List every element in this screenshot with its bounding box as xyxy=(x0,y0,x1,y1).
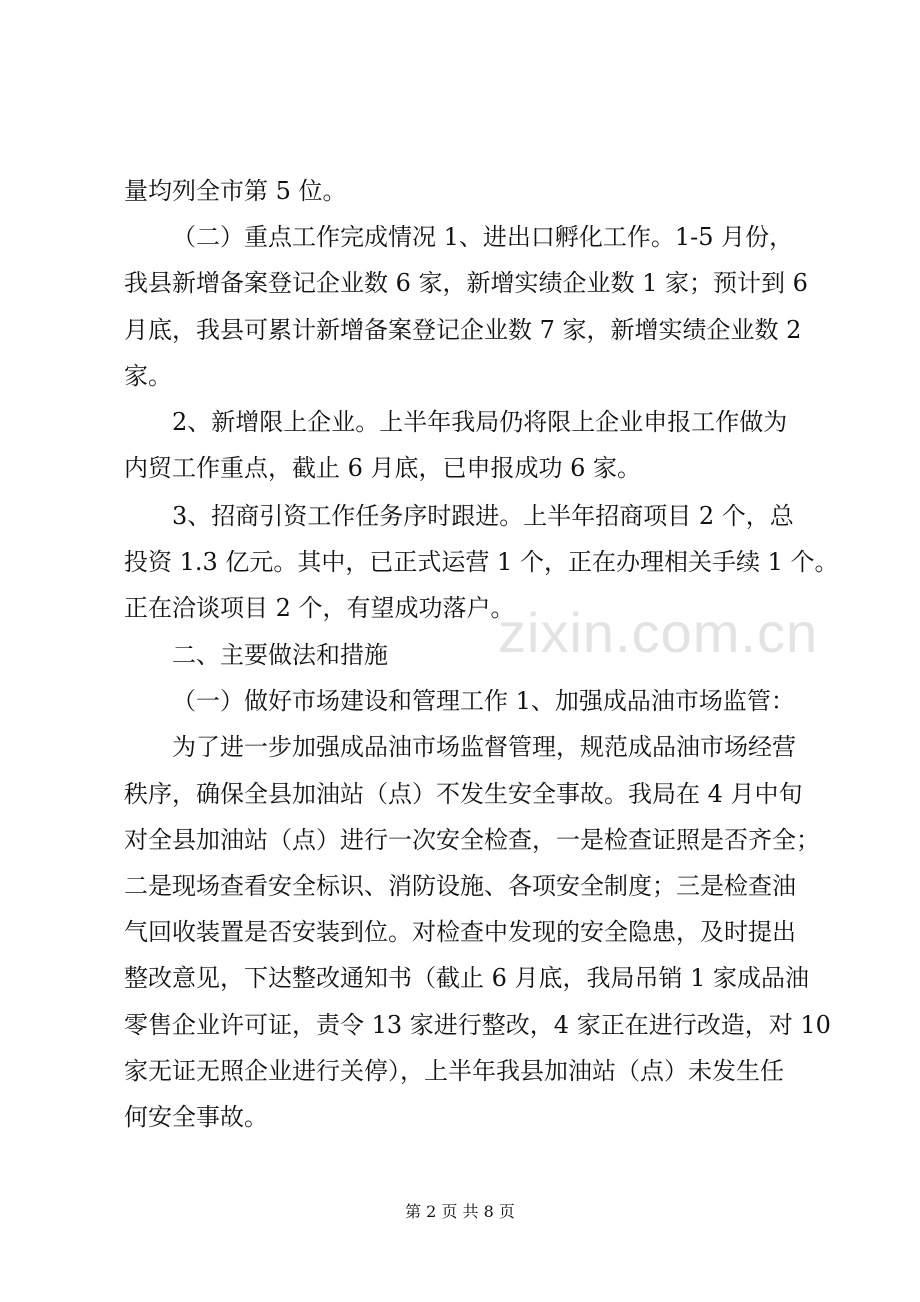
text-line-14: 秩序，确保全县加油站（点）不发生安全事故。我局在 4 月中旬 xyxy=(124,780,803,808)
text-line-5: 家。 xyxy=(124,362,172,390)
text-line-20: 家无证无照企业进行关停），上半年我县加油站（点）未发生任 xyxy=(124,1057,784,1085)
text-line-11: 二、主要做法和措施 xyxy=(172,641,388,669)
text-line-3: 我县新增备案登记企业数 6 家，新增实绩企业数 1 家；预计到 6 xyxy=(124,269,808,297)
text-line-4: 月底，我县可累计新增备案登记企业数 7 家，新增实绩企业数 2 xyxy=(124,316,802,344)
text-line-12: （一）做好市场建设和管理工作 1、加强成品油市场监管： xyxy=(172,687,795,715)
text-line-10: 正在洽谈项目 2 个，有望成功落户。 xyxy=(124,594,515,622)
text-line-1: 量均列全市第 5 位。 xyxy=(124,177,347,205)
text-line-8: 3、招商引资工作任务序时跟进。上半年招商项目 2 个，总 xyxy=(172,502,794,530)
text-line-15: 对全县加油站（点）进行一次安全检查，一是检查证照是否齐全； xyxy=(124,826,820,854)
text-line-2: （二）重点工作完成情况 1、进出口孵化工作。1-5 月份， xyxy=(172,223,794,251)
text-line-9: 投资 1.3 亿元。其中，已正式运营 1 个，正在办理相关手续 1 个。 xyxy=(124,548,839,576)
text-line-19: 零售企业许可证，责令 13 家进行整改，4 家正在进行改造，对 10 xyxy=(124,1011,831,1039)
text-line-13: 为了进一步加强成品油市场监督管理，规范成品油市场经营 xyxy=(172,733,796,761)
text-line-7: 内贸工作重点，截止 6 月底，已申报成功 6 家。 xyxy=(124,454,642,482)
text-line-6: 2、新增限上企业。上半年我局仍将限上企业申报工作做为 xyxy=(172,408,788,436)
text-line-18: 整改意见，下达整改通知书（截止 6 月底，我局吊销 1 家成品油 xyxy=(124,964,810,992)
page-number: 第 2 页 共 8 页 xyxy=(405,1202,515,1221)
text-line-16: 二是现场查看安全标识、消防设施、各项安全制度；三是检查油 xyxy=(124,872,796,900)
watermark: zixin.com.cn xyxy=(498,601,819,664)
text-line-21: 何安全事故。 xyxy=(124,1103,268,1131)
text-line-17: 气回收装置是否安装到位。对检查中发现的安全隐患，及时提出 xyxy=(124,918,796,946)
